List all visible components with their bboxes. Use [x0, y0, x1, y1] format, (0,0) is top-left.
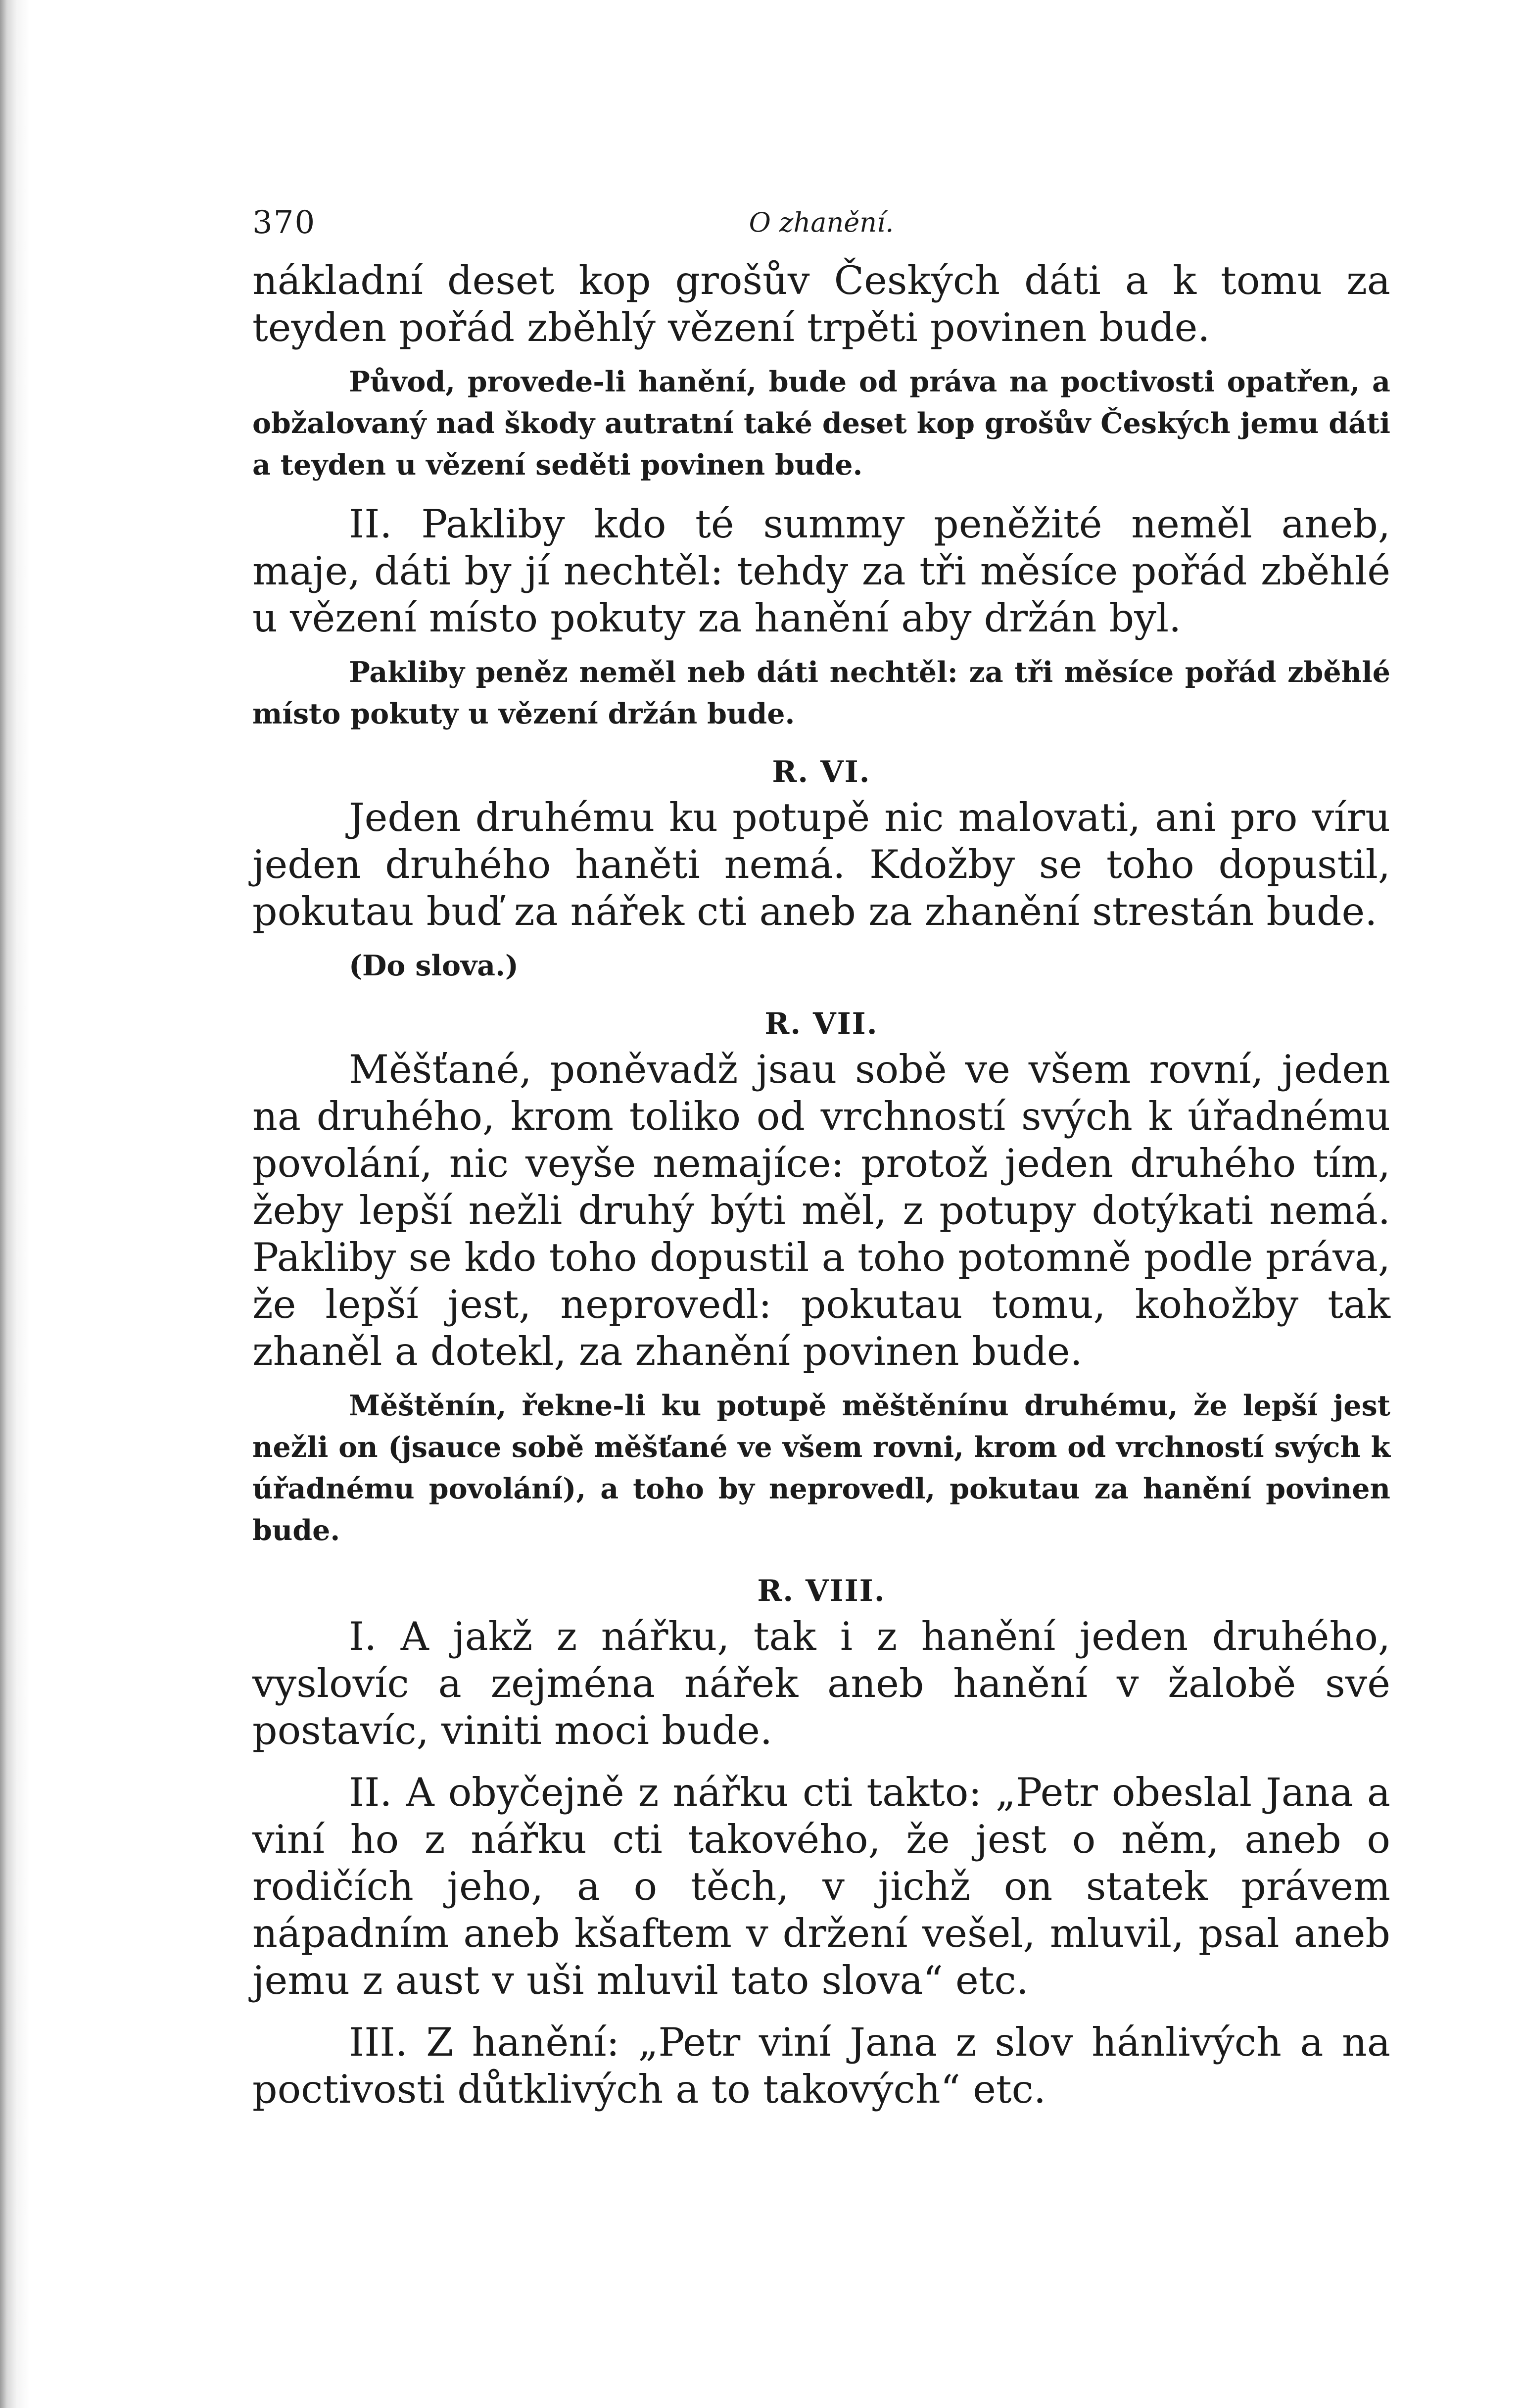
- section-heading-r-viii: R. VIII.: [757, 1574, 886, 1608]
- paragraph-r-vi: Jeden druhému ku potupě nic malovati, ani pro víru jeden druhého haněti nemá. Kdožby se toho dopustil, pokutau buď za nářek cti aneb za zhanění strestán bude.: [252, 795, 1390, 934]
- note-imprisonment: Pakliby peněz neměl neb dáti nechtěl: za tři měsíce pořád zběhlé místo pokuty u vězení držán bude.: [252, 656, 1390, 730]
- section-heading-r-vii: R. VII.: [764, 1007, 878, 1041]
- paragraph-r-viii-i: I. A jakž z nářku, tak i z hanění jeden druhého, vyslovíc a zejména nářek aneb hanění v žalobě své postavíc, viniti moci bude.: [252, 1614, 1390, 1753]
- scan-edge-shadow: [0, 0, 30, 2408]
- note-plaintiff-restitution: Původ, provede-li hanění, bude od práva na poctivosti opatřen, a obžalovaný nad škody autratní také deset kop grošův Českých jemu dáti a teyden u vězení seděti povinen bude.: [252, 365, 1390, 482]
- paragraph-ii-imprisonment: II. Pakliby kdo té summy peněžité neměl aneb, maje, dáti by jí nechtěl: tehdy za tři měsíce pořád zběhlé u vězení místo pokuty za hanění aby držán byl.: [252, 501, 1390, 641]
- note-verbatim: (Do slova.): [349, 949, 519, 982]
- paragraph-r-viii-iii: III. Z hanění: „Petr viní Jana z slov hánlivých a na poctivosti důtklivých a to takových“ etc.: [252, 2020, 1390, 2112]
- running-title: O zhanění.: [749, 207, 894, 238]
- paragraph-fine-continuation: nákladní deset kop grošův Českých dáti a k tomu za teyden pořád zběhlý vězení trpěti povinen bude.: [252, 258, 1390, 350]
- paragraph-r-viii-ii: II. A obyčejně z nářku cti takto: „Petr obeslal Jana a viní ho z nářku cti takového, že jest o něm, aneb o rodičích jeho, a o těch, v jichž on statek právem nápadním aneb kšaftem v držení vešel, mluvil, psal aneb jemu z aust v uši mluvil tato slova“ etc.: [252, 1770, 1390, 2003]
- book-page: [252, 198, 1390, 2113]
- paragraph-r-vii: Měšťané, poněvadž jsau sobě ve všem rovní, jeden na druhého, krom toliko od vrchností svých k úřadnému povolání, nic veyše nemajíce: protož jeden druhého tím, žeby lepší nežli druhý býti měl, z potupy dotýkati nemá. Pakliby se kdo toho dopustil a toho potomně podle práva, že lepší jest, neprovedl: pokutau tomu, kohožby tak zhaněl a dotekl, za zhanění povinen bude.: [252, 1047, 1390, 1374]
- section-heading-r-vi: R. VI.: [772, 755, 871, 789]
- page-header: [252, 198, 1390, 257]
- page-number: 370: [252, 204, 316, 241]
- note-burgher-equality: Měštěnín, řekne-li ku potupě měštěnínu druhému, že lepší jest nežli on (jsauce sobě měšťané ve všem rovni, krom od vrchností svých k úřadnému povolání), a toho by neprovedl, pokutau za hanění povinen bude.: [252, 1389, 1390, 1547]
